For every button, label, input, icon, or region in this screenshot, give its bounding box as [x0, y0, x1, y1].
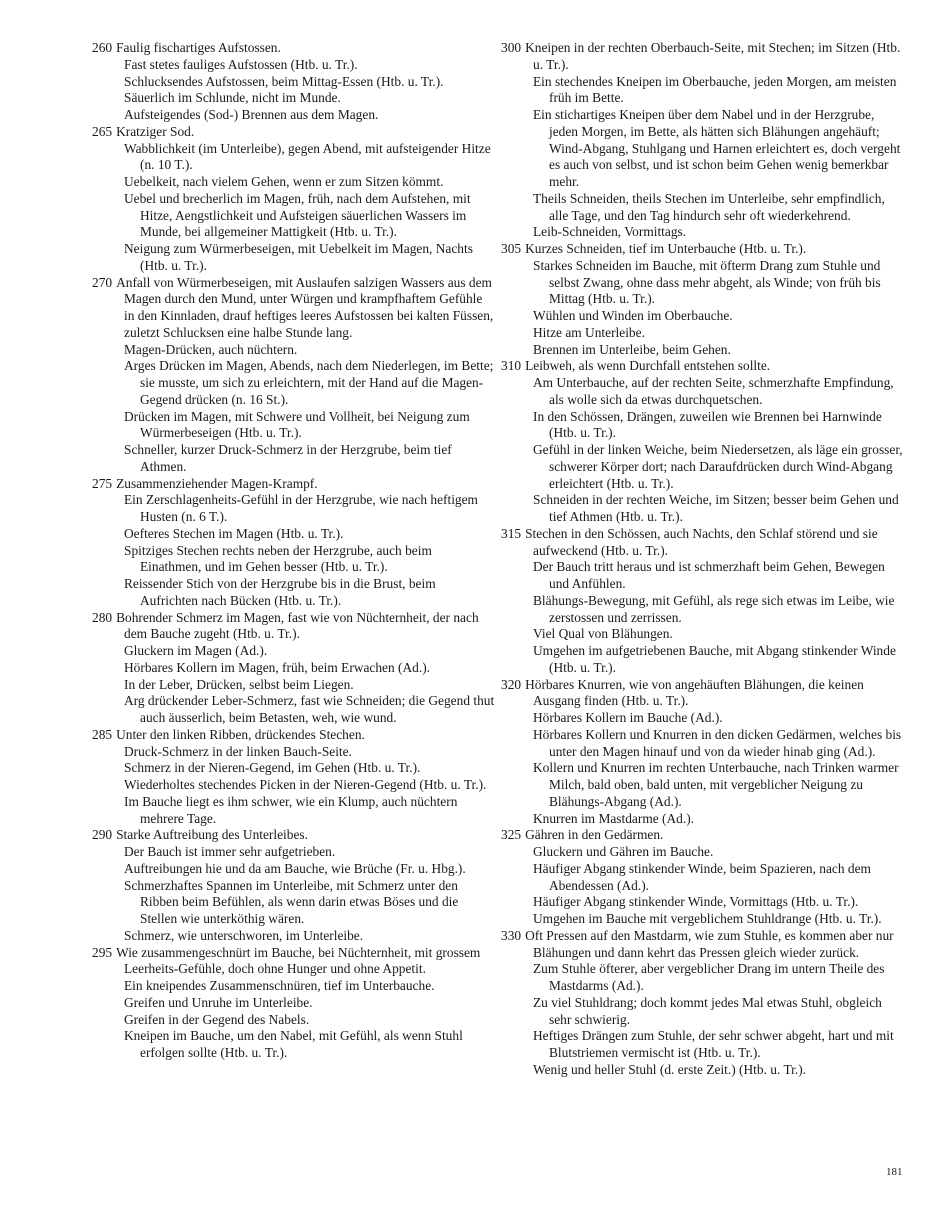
symptom-entry [517, 191, 904, 225]
symptom-entry [517, 409, 904, 443]
symptom-entry [108, 794, 495, 828]
entry-number: 295 [92, 944, 113, 960]
symptom-entry [108, 358, 495, 408]
symptom-entry [108, 693, 495, 727]
entry-text: Häufiger Abgang stinkender Winde, beim Spazieren, nach dem Abendessen (Ad.). [533, 860, 871, 893]
entry-number: 310 [501, 358, 522, 374]
entry-text: Ein stichartiges Kneipen über dem Nabel und in der Herzgrube, jeden Morgen, im Bette, als hätten sich Blähungen angehäuft; Wind-Abgang, Stuhlgang und Harnen erleichtert es, doch vergeht es auch von selbst, und ist schon beim Gehen wenig bemerkbar mehr. [533, 107, 901, 189]
symptom-entry [108, 107, 495, 124]
symptom-entry [108, 90, 495, 107]
entry-number: 305 [501, 241, 522, 256]
symptom-entry [108, 744, 495, 761]
symptom-entry [517, 308, 904, 325]
entry-text: Greifen in der Gegend des Nabels. [124, 1011, 310, 1027]
symptom-entry [92, 475, 495, 493]
entry-text: Greifen und Unruhe im Unterleibe. [124, 994, 313, 1010]
entry-number: 290 [92, 827, 113, 843]
symptom-entry [517, 107, 904, 191]
entry-text: Schlucksendes Aufstossen, beim Mittag-Essen (Htb. u. Tr.). [124, 73, 444, 89]
symptom-entry [517, 861, 904, 895]
entry-text: Gefühl in der linken Weiche, beim Niedersetzen, als läge ein grosser, schwerer Körper dort; nach Daraufdrücken durch Wind-Abgang erleichtert (Htb. u. Tr.). [533, 442, 903, 491]
entry-number: 285 [92, 726, 113, 742]
symptom-entry [517, 911, 904, 928]
entry-text: Hörbares Kollern und Knurren in den dicken Gedärmen, welches bis unter den Magen hinauf und von da wieder hinab ging (Ad.). [533, 726, 902, 759]
symptom-entry [517, 442, 904, 492]
symptom-entry [517, 710, 904, 727]
entry-text: Hörbares Kollern im Bauche (Ad.). [533, 710, 723, 725]
entry-text: Kollern und Knurren im rechten Unterbauche, nach Trinken warmer Milch, bald oben, bald unten, mit vergeblicher Neigung zu Blähungs-Abgang (Ad.). [533, 760, 899, 809]
entry-text: Uebelkeit, nach vielem Gehen, wenn er zum Sitzen kömmt. [124, 174, 444, 189]
symptom-entry [108, 878, 495, 928]
entry-text: Magen-Drücken, auch nüchtern. [124, 341, 298, 357]
symptom-entry [92, 123, 495, 141]
entry-text: Anfall von Würmerbeseigen, mit Auslaufen salzigen Wassers aus dem Magen durch den Mund, unter Würgen und krampfhaftem Gefühle in den Kinnladen, drauf heftiges leeres Aufstossen bei kalten Füssen, zuletzt Schlucksen eine halbe Stunde lang. [116, 274, 494, 340]
symptom-entry [517, 894, 904, 911]
entry-text: Spitziges Stechen rechts neben der Herzgrube, auch beim Einathmen, und im Gehen besser (Htb. u. Tr.). [124, 542, 432, 575]
entry-text: Bohrender Schmerz im Magen, fast wie von Nüchternheit, der nach dem Bauche zugeht (Htb. u. Tr.). [116, 609, 479, 642]
entry-text: Auftreibungen hie und da am Bauche, wie Brüche (Fr. u. Hbg.). [124, 860, 466, 876]
entry-text: Zu viel Stuhldrang; doch kommt jedes Mal etwas Stuhl, obgleich sehr schwierig. [533, 994, 882, 1027]
symptom-entry [108, 526, 495, 543]
symptom-entry [108, 342, 495, 359]
entry-text: Fast stetes fauliges Aufstossen (Htb. u. Tr.). [124, 56, 358, 72]
entry-text: In den Schössen, Drängen, zuweilen wie Brennen bei Harnwinde (Htb. u. Tr.). [533, 408, 882, 441]
entry-text: Gluckern und Gähren im Bauche. [533, 844, 714, 859]
entry-text: Reissender Stich von der Herzgrube bis in die Brust, beim Aufrichten nach Bücken (Htb. u. Tr.). [124, 576, 436, 608]
symptom-entry [108, 241, 495, 275]
entry-text: Stechen in den Schössen, auch Nachts, den Schlaf störend und sie aufweckend (Htb. u. Tr.). [525, 525, 878, 558]
symptom-entry [108, 492, 495, 526]
symptom-entry [501, 927, 904, 962]
symptom-entry [501, 676, 904, 711]
entry-text: Wie zusammengeschnürt im Bauche, bei Nüchternheit, mit grossem Leerheits-Gefühle, doch ohne Hunger und ohne Appetit. [116, 944, 481, 977]
symptom-entry [108, 928, 495, 945]
symptom-entry [108, 677, 495, 694]
symptom-entry [108, 576, 495, 610]
entry-text: Am Unterbauche, auf der rechten Seite, schmerzhafte Empfindung, als wolle sich da etwas durchquetschen. [533, 375, 894, 407]
entry-number: 270 [92, 274, 113, 290]
entry-number: 280 [92, 609, 113, 625]
entry-text: In der Leber, Drücken, selbst beim Liegen. [124, 676, 354, 692]
symptom-entry [108, 1012, 495, 1029]
entry-number: 300 [501, 40, 522, 55]
symptom-entry [108, 844, 495, 861]
entry-text: Kneipen in der rechten Oberbauch-Seite, mit Stechen; im Sitzen (Htb. u. Tr.). [525, 40, 901, 72]
symptom-entry [501, 241, 904, 258]
entry-text: Schmerz in der Nieren-Gegend, im Gehen (Htb. u. Tr.). [124, 760, 421, 776]
symptom-entry [92, 726, 495, 744]
entry-text: Schneller, kurzer Druck-Schmerz in der Herzgrube, beim tief Athmen. [124, 442, 452, 474]
entry-text: Ein kneipendes Zusammenschnüren, tief im Unterbauche. [124, 978, 435, 993]
symptom-entry [517, 961, 904, 995]
entry-text: Arg drückender Leber-Schmerz, fast wie Schneiden; die Gegend thut auch äusserlich, beim Betasten, weh, wie wund. [124, 693, 495, 725]
entry-text: Blähungs-Bewegung, mit Gefühl, als rege sich etwas im Leibe, wie zerstossen und zerrissen. [533, 592, 895, 625]
symptom-entry [501, 525, 904, 560]
entry-text: Der Bauch tritt heraus und ist schmerzhaft beim Gehen, Bewegen und Anfühlen. [533, 559, 885, 591]
entry-text: Häufiger Abgang stinkender Winde, Vormittags (Htb. u. Tr.). [533, 894, 859, 910]
entry-text: Gluckern im Magen (Ad.). [124, 643, 268, 658]
symptom-entry [108, 174, 495, 191]
entry-text: Oft Pressen auf den Mastdarm, wie zum Stuhle, es kommen aber nur Blähungen und dann kehrt das Pressen gleich wieder zurück. [525, 927, 894, 960]
page-number: 181 [886, 1166, 903, 1178]
entry-text: Unter den linken Ribben, drückendes Stechen. [116, 726, 365, 742]
symptom-entry [108, 191, 495, 241]
entry-number: 315 [501, 525, 522, 541]
entry-number: 320 [501, 676, 522, 692]
symptom-entry [517, 492, 904, 526]
entry-number: 275 [92, 475, 113, 491]
symptom-entry [108, 777, 495, 794]
symptom-entry [501, 827, 904, 844]
entry-text: Kratziger Sod. [116, 123, 195, 139]
entry-text: Wühlen und Winden im Oberbauche. [533, 308, 733, 323]
left-column [92, 40, 495, 1062]
entry-text: Wenig und heller Stuhl (d. erste Zeit.) (Htb. u. Tr.). [533, 1061, 807, 1077]
symptom-entry [108, 660, 495, 677]
symptom-entry [517, 626, 904, 643]
symptom-entry [517, 74, 904, 108]
entry-text: Zum Stuhle öfterer, aber vergeblicher Drang im untern Theile des Mastdarms (Ad.). [533, 961, 885, 993]
symptom-entry [517, 375, 904, 409]
symptom-entry [517, 342, 904, 359]
entry-text: Kneipen im Bauche, um den Nabel, mit Gefühl, als wenn Stuhl erfolgen sollte (Htb. u. Tr.). [124, 1028, 463, 1060]
symptom-entry [517, 995, 904, 1029]
entry-text: Hörbares Kollern im Magen, früh, beim Erwachen (Ad.). [124, 659, 431, 675]
symptom-entry [517, 727, 904, 761]
entry-text: Oefteres Stechen im Magen (Htb. u. Tr.). [124, 525, 344, 541]
symptom-entry [108, 74, 495, 91]
entry-text: Neigung zum Würmerbeseigen, mit Uebelkeit im Magen, Nachts (Htb. u. Tr.). [124, 241, 473, 273]
entry-text: Umgehen im Bauche mit vergeblichem Stuhldrange (Htb. u. Tr.). [533, 911, 882, 926]
entry-text: Wabblichkeit (im Unterleibe), gegen Abend, mit aufsteigender Hitze (n. 10 T.). [124, 140, 491, 173]
entry-text: Brennen im Unterleibe, beim Gehen. [533, 341, 731, 357]
entry-number: 260 [92, 40, 113, 55]
symptom-entry [108, 543, 495, 577]
symptom-entry [517, 643, 904, 677]
symptom-entry [517, 224, 904, 241]
entry-text: Umgehen im aufgetriebenen Bauche, mit Abgang stinkender Winde (Htb. u. Tr.). [533, 643, 896, 675]
entry-text: Aufsteigendes (Sod-) Brennen aus dem Magen. [124, 107, 379, 122]
entry-text: Faulig fischartiges Aufstossen. [116, 40, 281, 55]
symptom-entry [517, 760, 904, 810]
symptom-entry [108, 760, 495, 777]
entry-text: Wiederholtes stechendes Picken in der Nieren-Gegend (Htb. u. Tr.). [124, 777, 487, 792]
entry-text: Der Bauch ist immer sehr aufgetrieben. [124, 844, 336, 859]
symptom-entry [108, 409, 495, 443]
entry-text: Theils Schneiden, theils Stechen im Unterleibe, sehr empfindlich, alle Tage, und den Tag hindurch sehr oft wiederkehrend. [533, 190, 885, 223]
symptom-entry [517, 1062, 904, 1079]
entry-text: Starke Auftreibung des Unterleibes. [116, 827, 308, 843]
entry-text: Hitze am Unterleibe. [533, 324, 645, 340]
symptom-entry [501, 40, 904, 74]
symptom-entry [92, 40, 495, 57]
entry-text: Gähren in den Gedärmen. [525, 827, 664, 843]
entry-text: Viel Qual von Blähungen. [533, 626, 673, 642]
entry-text: Säuerlich im Schlunde, nicht im Munde. [124, 90, 341, 106]
symptom-entry [517, 1028, 904, 1062]
entry-number: 265 [92, 123, 113, 139]
symptom-entry [92, 609, 495, 644]
symptom-entry [92, 274, 495, 342]
right-column [501, 40, 904, 1079]
entry-text: Arges Drücken im Magen, Abends, nach dem Niederlegen, im Bette; sie musste, um sich zu erleichtern, mit der Hand auf die Magen-Gegend drücken (n. 16 St.). [124, 358, 494, 407]
entry-text: Leibweh, als wenn Durchfall entstehen sollte. [525, 358, 771, 374]
entry-text: Kurzes Schneiden, tief im Unterbauche (Htb. u. Tr.). [525, 241, 807, 256]
entry-text: Hörbares Knurren, wie von angehäuften Blähungen, die keinen Ausgang finden (Htb. u. Tr.). [525, 676, 864, 709]
symptom-entry [517, 258, 904, 308]
entry-text: Heftiges Drängen zum Stuhle, der sehr schwer abgeht, hart und mit Blutstriemen vermischt ist (Htb. u. Tr.). [533, 1028, 894, 1060]
entry-text: Uebel und brecherlich im Magen, früh, nach dem Aufstehen, mit Hitze, Aengstlichkeit und Aufsteigen säuerlichen Wassers im Munde, bei allgemeiner Mattigkeit (Htb. u. Tr.). [124, 190, 471, 240]
entry-text: Schmerz, wie unterschworen, im Unterleibe. [124, 927, 364, 943]
entry-text: Schneiden in der rechten Weiche, im Sitzen; besser beim Gehen und tief Athmen (Htb. u. Tr.). [533, 492, 899, 524]
symptom-entry [108, 995, 495, 1012]
entry-text: Ein stechendes Kneipen im Oberbauche, jeden Morgen, am meisten früh im Bette. [533, 73, 897, 106]
entry-text: Knurren im Mastdarme (Ad.). [533, 810, 695, 826]
symptom-entry [108, 442, 495, 476]
symptom-entry [108, 141, 495, 175]
symptom-entry [108, 1028, 495, 1062]
symptom-entry [108, 57, 495, 74]
symptom-entry [517, 325, 904, 342]
symptom-entry [92, 944, 495, 979]
symptom-entry [108, 861, 495, 878]
symptom-entry [501, 358, 904, 375]
entry-number: 325 [501, 827, 522, 843]
entry-text: Druck-Schmerz in der linken Bauch-Seite. [124, 743, 352, 759]
symptom-entry [517, 559, 904, 593]
symptom-entry [517, 593, 904, 627]
entry-text: Drücken im Magen, mit Schwere und Vollheit, bei Neigung zum Würmerbeseigen (Htb. u. Tr.). [124, 408, 470, 441]
entry-text: Ein Zerschlagenheits-Gefühl in der Herzgrube, wie nach heftigem Husten (n. 6 T.). [124, 492, 478, 524]
entry-text: Starkes Schneiden im Bauche, mit öfterm Drang zum Stuhle und selbst Zwang, ohne dass mehr abgeht, als Winde; von früh bis Mittag (Htb. u. Tr.). [533, 257, 881, 307]
entry-text: Schmerzhaftes Spannen im Unterleibe, mit Schmerz unter den Ribben beim Befühlen, als wenn darin etwas Böses und die Stellen wie unterköthig wären. [124, 877, 459, 926]
symptom-entry [517, 844, 904, 861]
entry-text: Im Bauche liegt es ihm schwer, wie ein Klump, auch nüchtern mehrere Tage. [124, 793, 458, 826]
entry-text: Leib-Schneiden, Vormittags. [533, 224, 687, 240]
symptom-entry [108, 643, 495, 660]
symptom-entry [517, 811, 904, 828]
symptom-entry [92, 827, 495, 844]
entry-number: 330 [501, 927, 522, 943]
symptom-entry [108, 978, 495, 995]
entry-text: Zusammenziehender Magen-Krampf. [116, 475, 318, 491]
